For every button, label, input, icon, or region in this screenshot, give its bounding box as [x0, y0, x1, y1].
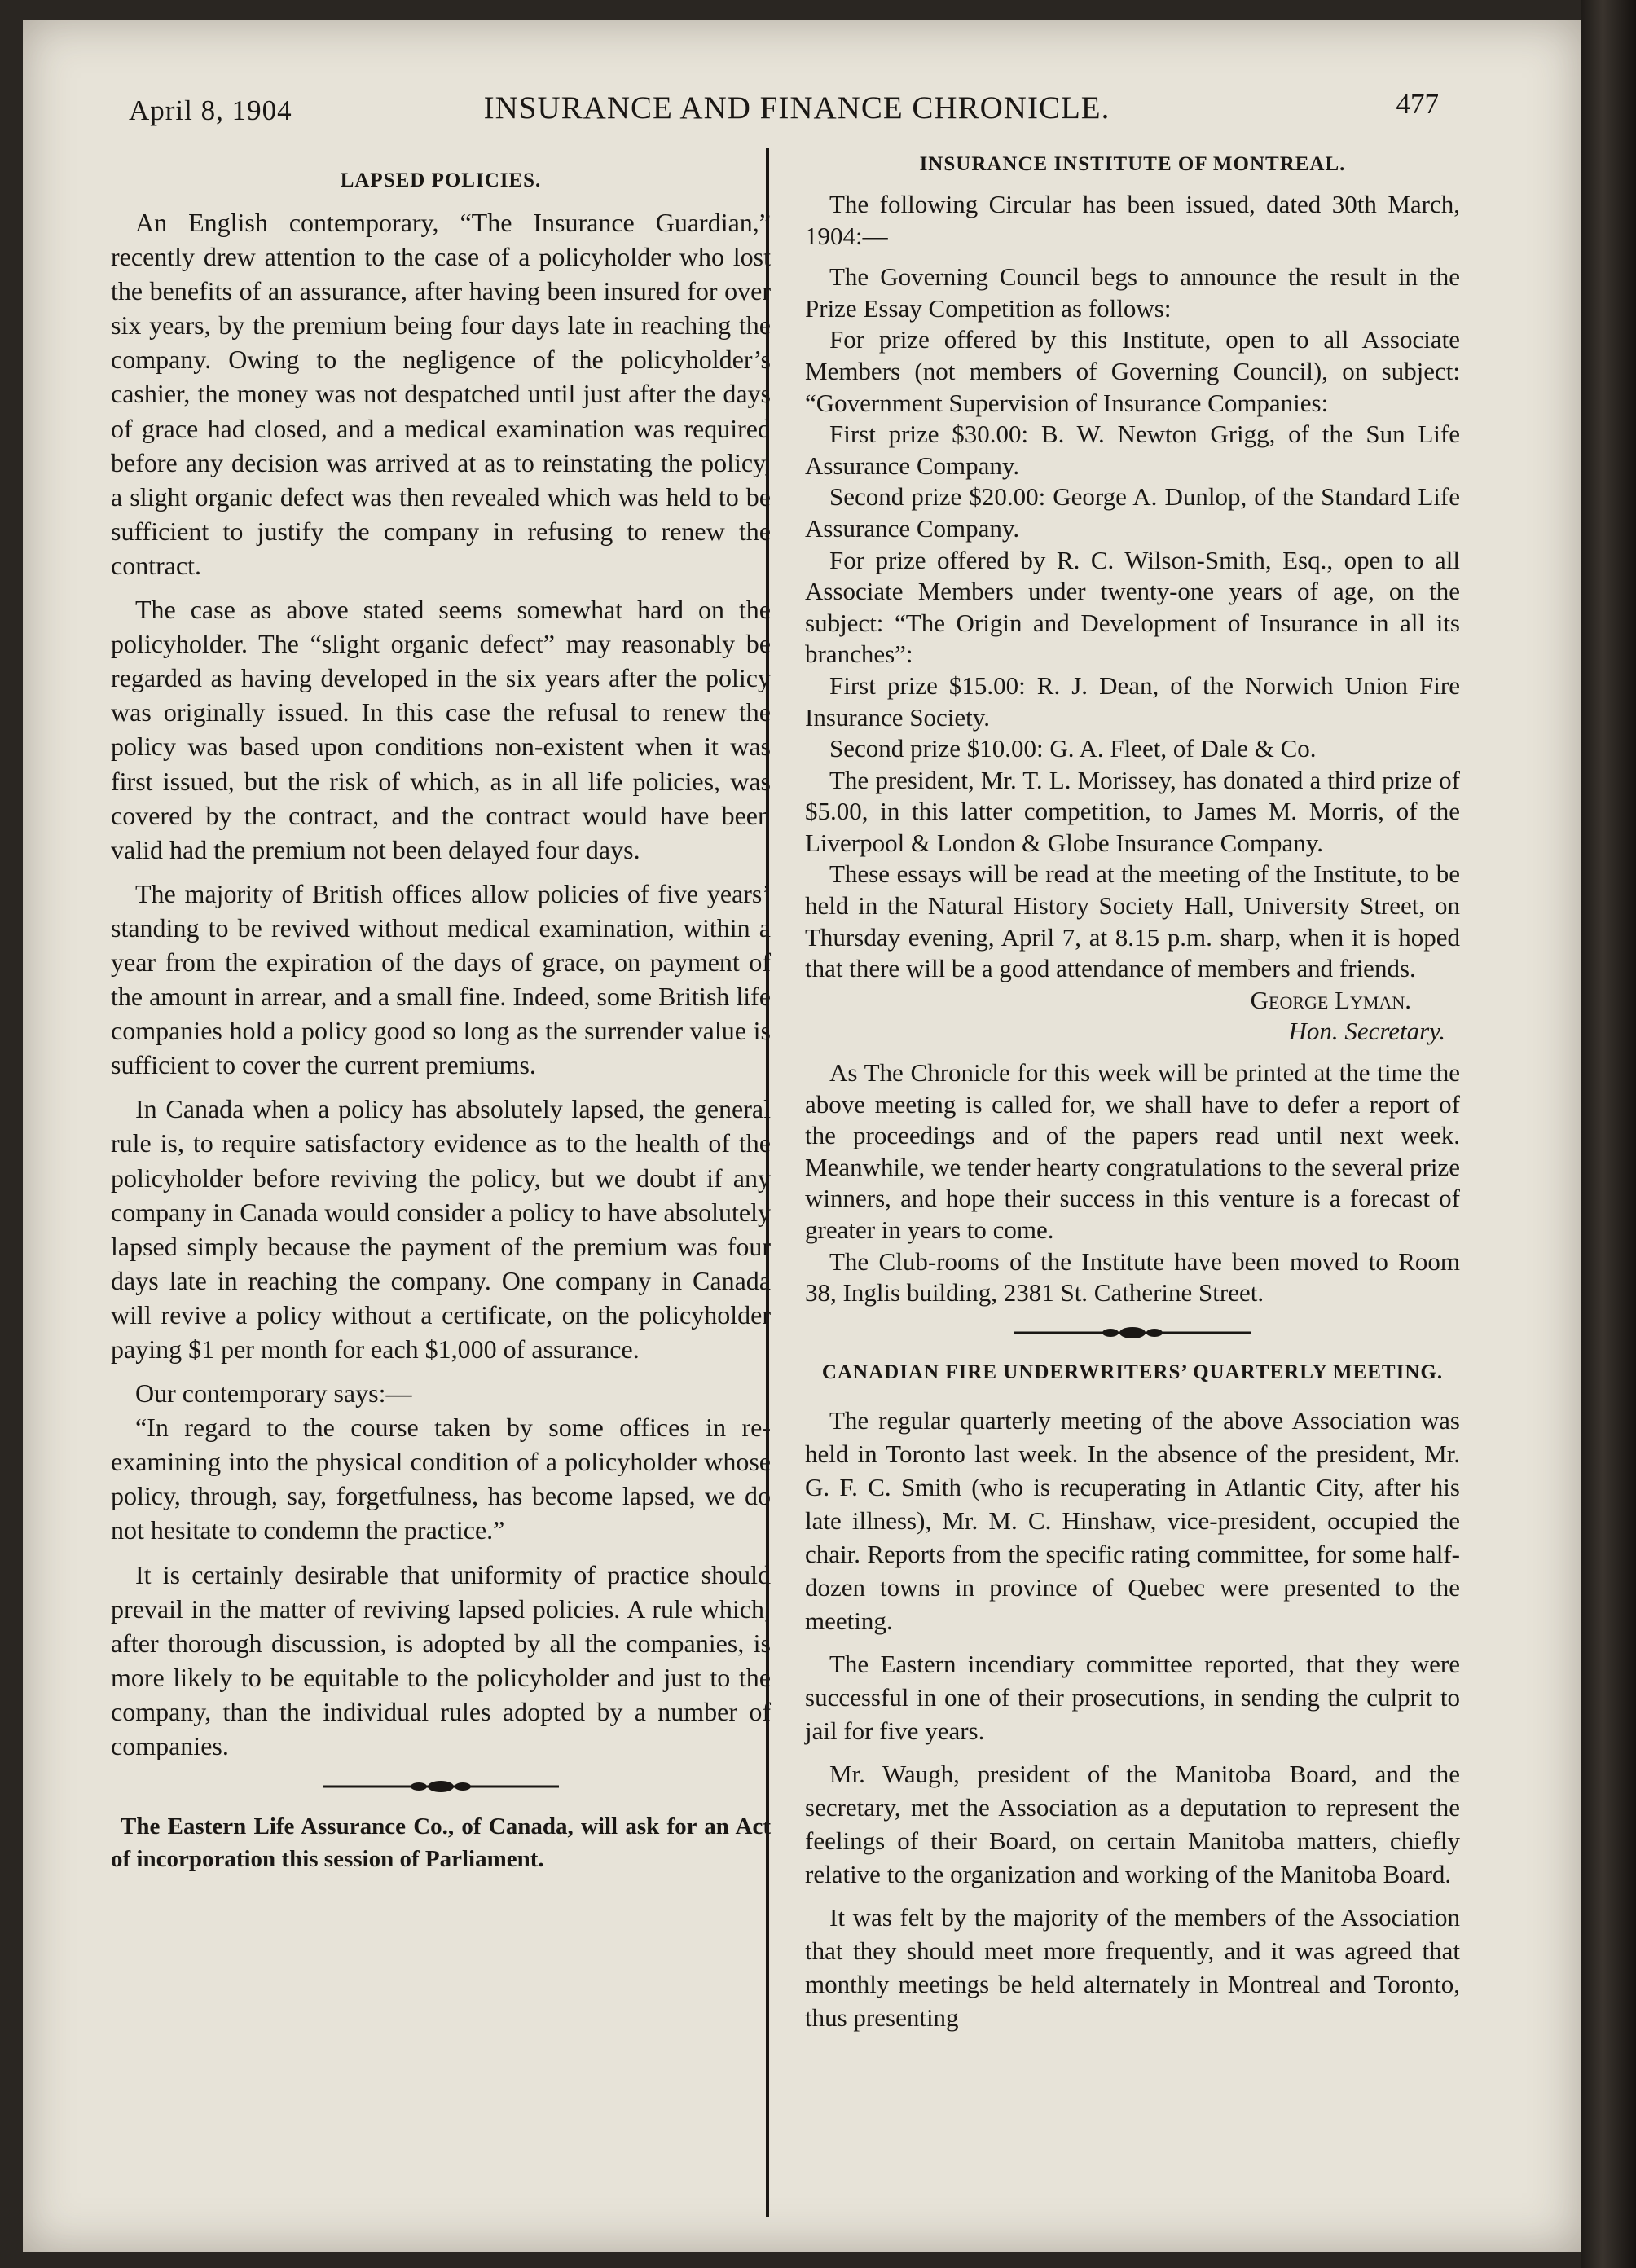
- paragraph: It was felt by the majority of the members of the Association that they should meet more frequently, and it was agreed that monthly meetings be held alternately in Montreal and Toronto, thus presenting: [805, 1902, 1460, 2032]
- footnote-eastern-life: The Eastern Life Assurance Co., of Canada, will ask for an Act of incorporation this session of Parliament.: [111, 1813, 771, 1873]
- paragraph: The case as above stated seems somewhat hard on the policyholder. The “slight organic defect” may reasonably be regarded as having developed in the six years after the policy was originally issued. In this case the refusal to renew the policy was based upon conditions non-existent when it was first issued, but the risk of which, as in all life policies, was covered by the contract, and the contract would have been valid had the premium not been delayed four days.: [111, 595, 771, 864]
- ornament-divider: [323, 1778, 559, 1796]
- page-number: 477: [1396, 88, 1439, 120]
- circular-paragraph: The president, Mr. T. L. Morissey, has donated a third prize of $5.00, in this latter competition, to James M. Morris, of the Liverpool & London & Globe Insurance Company.: [805, 765, 1460, 857]
- circular-paragraph: For prize offered by this Institute, open to all Associate Members (not members of Governing Council), on subject: “Government Supervision of Insurance Companies:: [805, 325, 1460, 417]
- circular-paragraph: The Governing Council begs to announce the result in the Prize Essay Competition as follows:: [805, 262, 1460, 323]
- page-header: [104, 73, 1489, 138]
- quotation: “In regard to the course taken by some offices in re-examining into the physical condition of a policyholder whose policy, through, say, forgetfulness, has become lapsed, we do not hesitate to condemn the practice.”: [111, 1413, 771, 1545]
- paragraph: It is certainly desirable that uniformity of practice should prevail in the matter of reviving lapsed policies. A rule which, after thorough discussion, is adopted by all the companies, is more likely to be equitable to the policyholder and just to the company, than the individual rules adopted by a number of companies.: [111, 1559, 771, 1761]
- paragraph: The Club-rooms of the Institute have been moved to Room 38, Inglis building, 2381 St. Catherine Street.: [805, 1246, 1460, 1308]
- paragraph: The regular quarterly meeting of the above Association was held in Toronto last week. In the absence of the president, Mr. G. F. C. Smith (who is recuperating in Atlantic City, after his late illness), Mr. M. C. Hinshaw, vice-president, occupied the chair. Reports from the specific rating committee, for some half-dozen towns in province of Quebec were presented to the meeting.: [805, 1405, 1460, 1635]
- paragraph: The following Circular has been issued, dated 30th March, 1904:—: [805, 190, 1460, 250]
- circular-paragraph: First prize $15.00: R. J. Dean, of the Norwich Union Fire Insurance Society.: [805, 670, 1460, 732]
- ornament-divider: [1014, 1324, 1251, 1342]
- left-column: [111, 165, 771, 1885]
- newspaper-page: [23, 20, 1581, 2252]
- paragraph: In Canada when a policy has absolutely lapsed, the general rule is, to require satisfactory evidence as to the health of the policyholder before reviving the policy, but we doubt if any company in Canada would consider a policy to have absolutely lapsed simply because the payment of the premium was four days late in reaching the company. One company in Canada will revive a policy without a certificate, on the policyholder paying $1 per month for each $1,000 of assurance.: [111, 1094, 771, 1364]
- circular-paragraph: Second prize $20.00: George A. Dunlop, of the Standard Life Assurance Company.: [805, 482, 1460, 543]
- circular-paragraph: Second prize $10.00: G. A. Fleet, of Dale & Co.: [829, 734, 1317, 763]
- right-column: [805, 148, 1460, 2034]
- paragraph: Mr. Waugh, president of the Manitoba Board, and the secretary, met the Association as a deputation to represent the feelings of their Board, on certain Manitoba matters, chiefly relative to the organization and working of the Manitoba Board.: [805, 1759, 1460, 1888]
- publication-title: INSURANCE AND FINANCE CHRONICLE.: [483, 90, 1110, 125]
- issue-date: April 8, 1904: [129, 94, 292, 126]
- binding-edge: [1581, 0, 1636, 2268]
- paragraph: The Eastern incendiary committee reported, that they were successful in one of their prosecutions, in sending the culprit to jail for five years.: [805, 1649, 1460, 1745]
- circular-paragraph: For prize offered by R. C. Wilson-Smith, Esq., open to all Associate Members under twenty-one years of age, on the subject: “The Origin and Development of Insurance in all its branches”:: [805, 545, 1460, 669]
- paragraph: An English contemporary, “The Insurance Guardian,” recently drew attention to the case of a policyholder who lost the benefits of an assurance, after having been insured for over six years, by the premium being four days late in reaching the company. Owing to the negligence of the policyholder’s cashier, the money was not despatched until just after the days of grace had closed, and a medical examination was required before any decision was arrived at as to reinstating the policy, a slight organic defect was then revealed which was held to be sufficient to justify the company in refusing to renew the contract.: [111, 208, 771, 580]
- circular-paragraph: First prize $30.00: B. W. Newton Grigg, of the Sun Life Assurance Company.: [805, 420, 1460, 480]
- paragraph: Our contemporary says:—: [135, 1378, 412, 1409]
- signature-title: Hon. Secretary.: [1288, 1017, 1445, 1046]
- circular-paragraph: These essays will be read at the meeting of the Institute, to be held in the Natural History Society Hall, University Street, on Thursday evening, April 7, at 8.15 p.m. sharp, when it is hoped that there will be a good attendance of members and friends.: [805, 859, 1460, 983]
- paragraph: As The Chronicle for this week will be printed at the time the above meeting is called for, we shall have to defer a report of the proceedings and of the papers read until next week. Meanwhile, we tender hearty congratulations to the several prize winners, and hope their success in this venture is a forecast of greater in years to come.: [805, 1058, 1460, 1244]
- paragraph: The majority of British offices allow policies of five years’ standing to be revived without medical examination, within a year from the expiration of the days of grace, on payment of the amount in arrear, and a small fine. Indeed, some British life companies hold a policy good so long as the surrender value is sufficient to cover the current premiums.: [111, 878, 771, 1080]
- article-heading-fire-underwriters: CANADIAN FIRE UNDERWRITERS’ QUARTERLY MEETING.: [821, 1360, 1444, 1383]
- article-heading-insurance-institute: INSURANCE INSTITUTE OF MONTREAL.: [919, 153, 1346, 175]
- article-heading-lapsed-policies: LAPSED POLICIES.: [340, 169, 542, 191]
- signature-name: George Lyman.: [1250, 985, 1411, 1014]
